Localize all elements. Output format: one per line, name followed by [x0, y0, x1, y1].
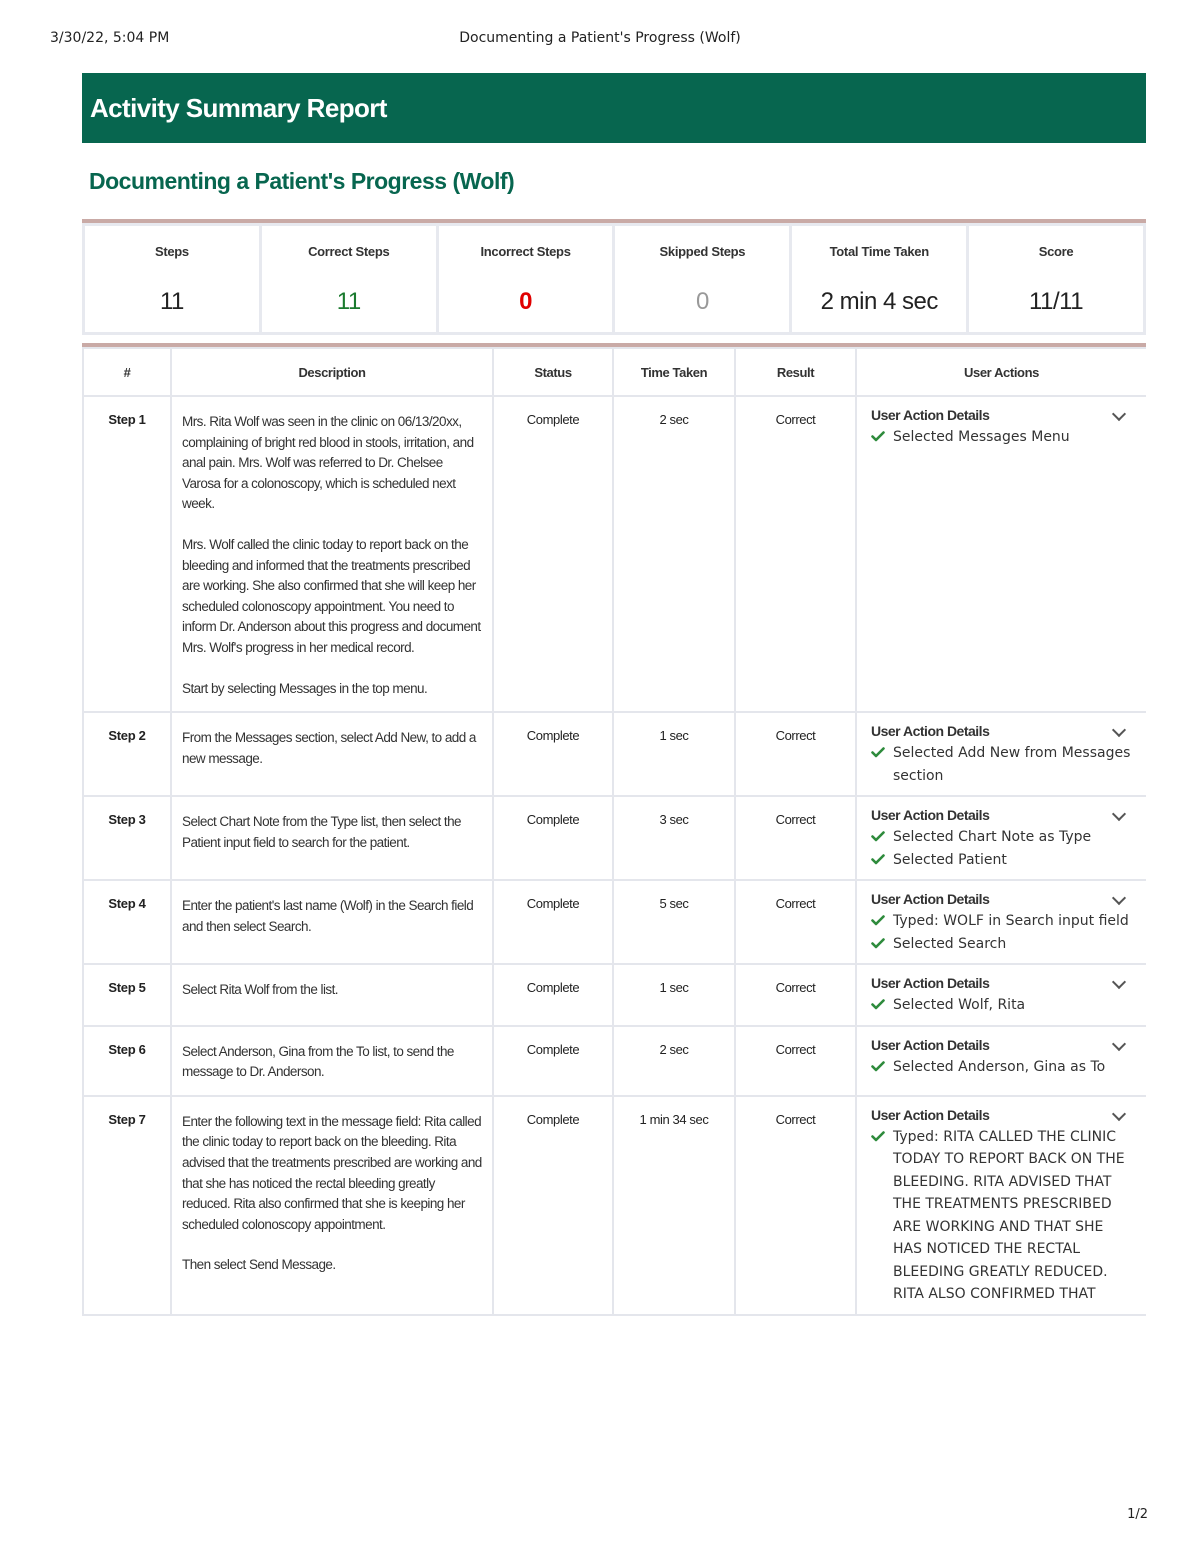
checkmark-icon — [871, 854, 885, 864]
table-row — [83, 964, 1146, 1026]
stat-value: 0 — [695, 288, 709, 315]
user-action-text: Selected Chart Note as Type — [893, 829, 1092, 846]
step-status: Complete — [493, 1026, 613, 1096]
user-action-item — [871, 1056, 1132, 1079]
step-time-taken: 3 sec — [613, 796, 735, 880]
checkmark-icon — [871, 938, 885, 948]
user-actions-cell — [856, 1026, 1146, 1096]
col-header-result: Result — [735, 348, 856, 396]
stat-correct-steps — [262, 226, 436, 332]
description-paragraph: From the Messages section, select Add New, to add a new message. — [182, 730, 476, 766]
user-action-text: Selected Wolf, Rita — [893, 997, 1026, 1014]
user-action-text: Selected Messages Menu — [893, 429, 1070, 445]
user-actions-cell — [856, 712, 1146, 796]
step-result: Correct — [735, 796, 856, 880]
user-action-details-toggle[interactable]: User Action Details — [871, 1036, 990, 1053]
stat-label: Steps — [154, 244, 189, 259]
table-row — [83, 796, 1146, 880]
col-header-time: Time Taken — [613, 348, 735, 396]
description-paragraph: Mrs. Wolf called the clinic today to report back on the bleeding and informed that the treatments prescribed are working. She also confirmed that she will keep her scheduled colonoscopy appointment. You need to inform Dr. Anderson about this progress and document Mrs. Wolf's progress in her medical record. — [182, 536, 481, 655]
user-action-item — [871, 426, 1132, 449]
col-header-status: Status — [493, 348, 613, 396]
col-header-user-actions: User Actions — [856, 348, 1146, 396]
table-row — [83, 1096, 1146, 1315]
summary-panel — [82, 219, 1146, 335]
checkmark-icon — [871, 999, 885, 1009]
steps-table-container — [82, 343, 1146, 1507]
step-time-taken: 2 sec — [613, 1026, 735, 1096]
stat-value: 2 min 4 sec — [820, 288, 938, 315]
step-result: Correct — [735, 880, 856, 964]
user-actions-cell — [856, 796, 1146, 880]
user-action-details-toggle[interactable]: User Action Details — [871, 1106, 990, 1123]
user-action-details-toggle[interactable]: User Action Details — [871, 407, 990, 423]
page-number: 1/2 — [1127, 1507, 1148, 1522]
step-description — [171, 880, 493, 964]
step-number: Step 5 — [83, 964, 171, 1026]
step-number: Step 7 — [83, 1096, 171, 1315]
table-row — [83, 712, 1146, 796]
step-time-taken: 1 sec — [613, 712, 735, 796]
stat-value: 11 — [336, 288, 361, 315]
col-header-number: # — [83, 348, 171, 396]
checkmark-icon — [871, 1131, 885, 1141]
stat-incorrect-steps — [439, 226, 613, 332]
stat-score — [969, 226, 1143, 332]
description-paragraph: Select Anderson, Gina from the To list, to send the message to Dr. Anderson. — [182, 1043, 454, 1080]
description-paragraph: Enter the following text in the message field: Rita called the clinic today to report back on the bleeding. Rita advised that the treatments prescribed are working and that she has noticed the rectal bleeding greatly reduced. Rita also confirmed that she is keeping her scheduled colonoscopy appointment. — [182, 1113, 482, 1232]
step-status: Complete — [493, 396, 613, 712]
activity-title: Documenting a Patient's Progress (Wolf) — [89, 168, 515, 194]
user-action-item — [871, 849, 1132, 872]
step-number: Step 3 — [83, 796, 171, 880]
print-title: Documenting a Patient's Progress (Wolf) — [459, 30, 741, 46]
table-row — [83, 1026, 1146, 1096]
user-action-details-toggle[interactable]: User Action Details — [871, 891, 990, 908]
step-result: Correct — [735, 1026, 856, 1096]
user-actions-cell — [856, 964, 1146, 1026]
step-status: Complete — [493, 712, 613, 796]
user-action-details-toggle[interactable]: User Action Details — [871, 807, 990, 824]
stat-label: Total Time Taken — [829, 244, 929, 259]
step-description — [171, 796, 493, 880]
step-number: Step 4 — [83, 880, 171, 964]
col-header-description: Description — [171, 348, 493, 396]
user-action-text: Selected Search — [893, 935, 1007, 952]
step-number: Step 2 — [83, 712, 171, 796]
stat-steps — [85, 226, 259, 332]
step-description — [171, 712, 493, 796]
step-time-taken: 1 min 34 sec — [613, 1096, 735, 1315]
step-time-taken: 2 sec — [613, 396, 735, 712]
table-row — [83, 396, 1146, 712]
description-paragraph: Mrs. Rita Wolf was seen in the clinic on 06/13/20xx, complaining of bright red blood in stools, irritation, and anal pain. Mrs. Wolf was referred to Dr. Chelsee Varosa for a colonoscopy, which is scheduled next week. — [182, 414, 474, 512]
user-action-details-toggle[interactable]: User Action Details — [871, 975, 990, 992]
checkmark-icon — [871, 747, 885, 757]
step-result: Correct — [735, 1096, 856, 1315]
user-actions-cell — [856, 396, 1146, 712]
checkmark-icon — [871, 1061, 885, 1071]
user-action-text: Selected Patient — [893, 851, 1007, 868]
user-action-text: Typed: RITA CALLED THE CLINIC TODAY TO REPORT BACK ON THE BLEEDING. RITA ADVISED THAT THE TREATMENTS PRESCRIBED ARE WORKING AND THAT SHE HAS NOTICED THE RECTAL BLEEDING GREATLY REDUCED. RITA ALSO CONFIRMED THAT — [893, 1128, 1125, 1303]
user-actions-cell — [856, 880, 1146, 964]
user-action-text: Selected Anderson, Gina as To — [893, 1058, 1106, 1075]
step-number: Step 6 — [83, 1026, 171, 1096]
step-number: Step 1 — [83, 396, 171, 712]
step-time-taken: 5 sec — [613, 880, 735, 964]
step-status: Complete — [493, 964, 613, 1026]
stat-total-time — [792, 226, 966, 332]
step-result: Correct — [735, 396, 856, 712]
description-paragraph: Then select Send Message. — [182, 1257, 336, 1273]
stat-label: Correct Steps — [308, 244, 390, 259]
step-status: Complete — [493, 1096, 613, 1315]
checkmark-icon — [871, 915, 885, 925]
stat-value: 11 — [159, 288, 184, 315]
print-date: 3/30/22, 5:04 PM — [50, 30, 170, 46]
table-row — [83, 880, 1146, 964]
step-status: Complete — [493, 880, 613, 964]
description-paragraph: Select Rita Wolf from the list. — [182, 982, 339, 998]
user-action-text: Selected Add New from Messages section — [893, 745, 1131, 784]
stat-value: 0 — [519, 288, 532, 315]
checkmark-icon — [871, 431, 885, 441]
user-action-item — [871, 742, 1132, 787]
stat-skipped-steps — [615, 226, 789, 332]
step-result: Correct — [735, 712, 856, 796]
user-action-item — [871, 1126, 1132, 1306]
step-description — [171, 396, 493, 712]
stat-label: Score — [1038, 244, 1074, 259]
stat-value: 11/11 — [1029, 288, 1084, 315]
user-action-item — [871, 933, 1132, 956]
stat-label: Incorrect Steps — [480, 244, 571, 259]
user-action-item — [871, 826, 1132, 849]
checkmark-icon — [871, 831, 885, 841]
step-description — [171, 1096, 493, 1315]
step-time-taken: 1 sec — [613, 964, 735, 1026]
report-banner — [82, 73, 1146, 143]
step-description — [171, 964, 493, 1026]
user-action-text: Typed: WOLF in Search input field — [893, 913, 1129, 930]
user-action-item — [871, 910, 1132, 933]
user-actions-cell — [856, 1096, 1146, 1315]
user-action-details-toggle[interactable]: User Action Details — [871, 723, 990, 740]
description-paragraph: Select Chart Note from the Type list, then select the Patient input field to search for the patient. — [182, 814, 462, 850]
step-result: Correct — [735, 964, 856, 1026]
stat-label: Skipped Steps — [659, 244, 746, 259]
steps-table — [82, 347, 1146, 1316]
step-description — [171, 1026, 493, 1096]
description-paragraph: Enter the patient's last name (Wolf) in the Search field and then select Search. — [182, 898, 474, 934]
step-status: Complete — [493, 796, 613, 880]
description-paragraph: Start by selecting Messages in the top menu. — [182, 680, 428, 696]
report-title: Activity Summary Report — [90, 93, 387, 123]
table-header-row — [83, 348, 1146, 396]
user-action-item — [871, 994, 1132, 1017]
